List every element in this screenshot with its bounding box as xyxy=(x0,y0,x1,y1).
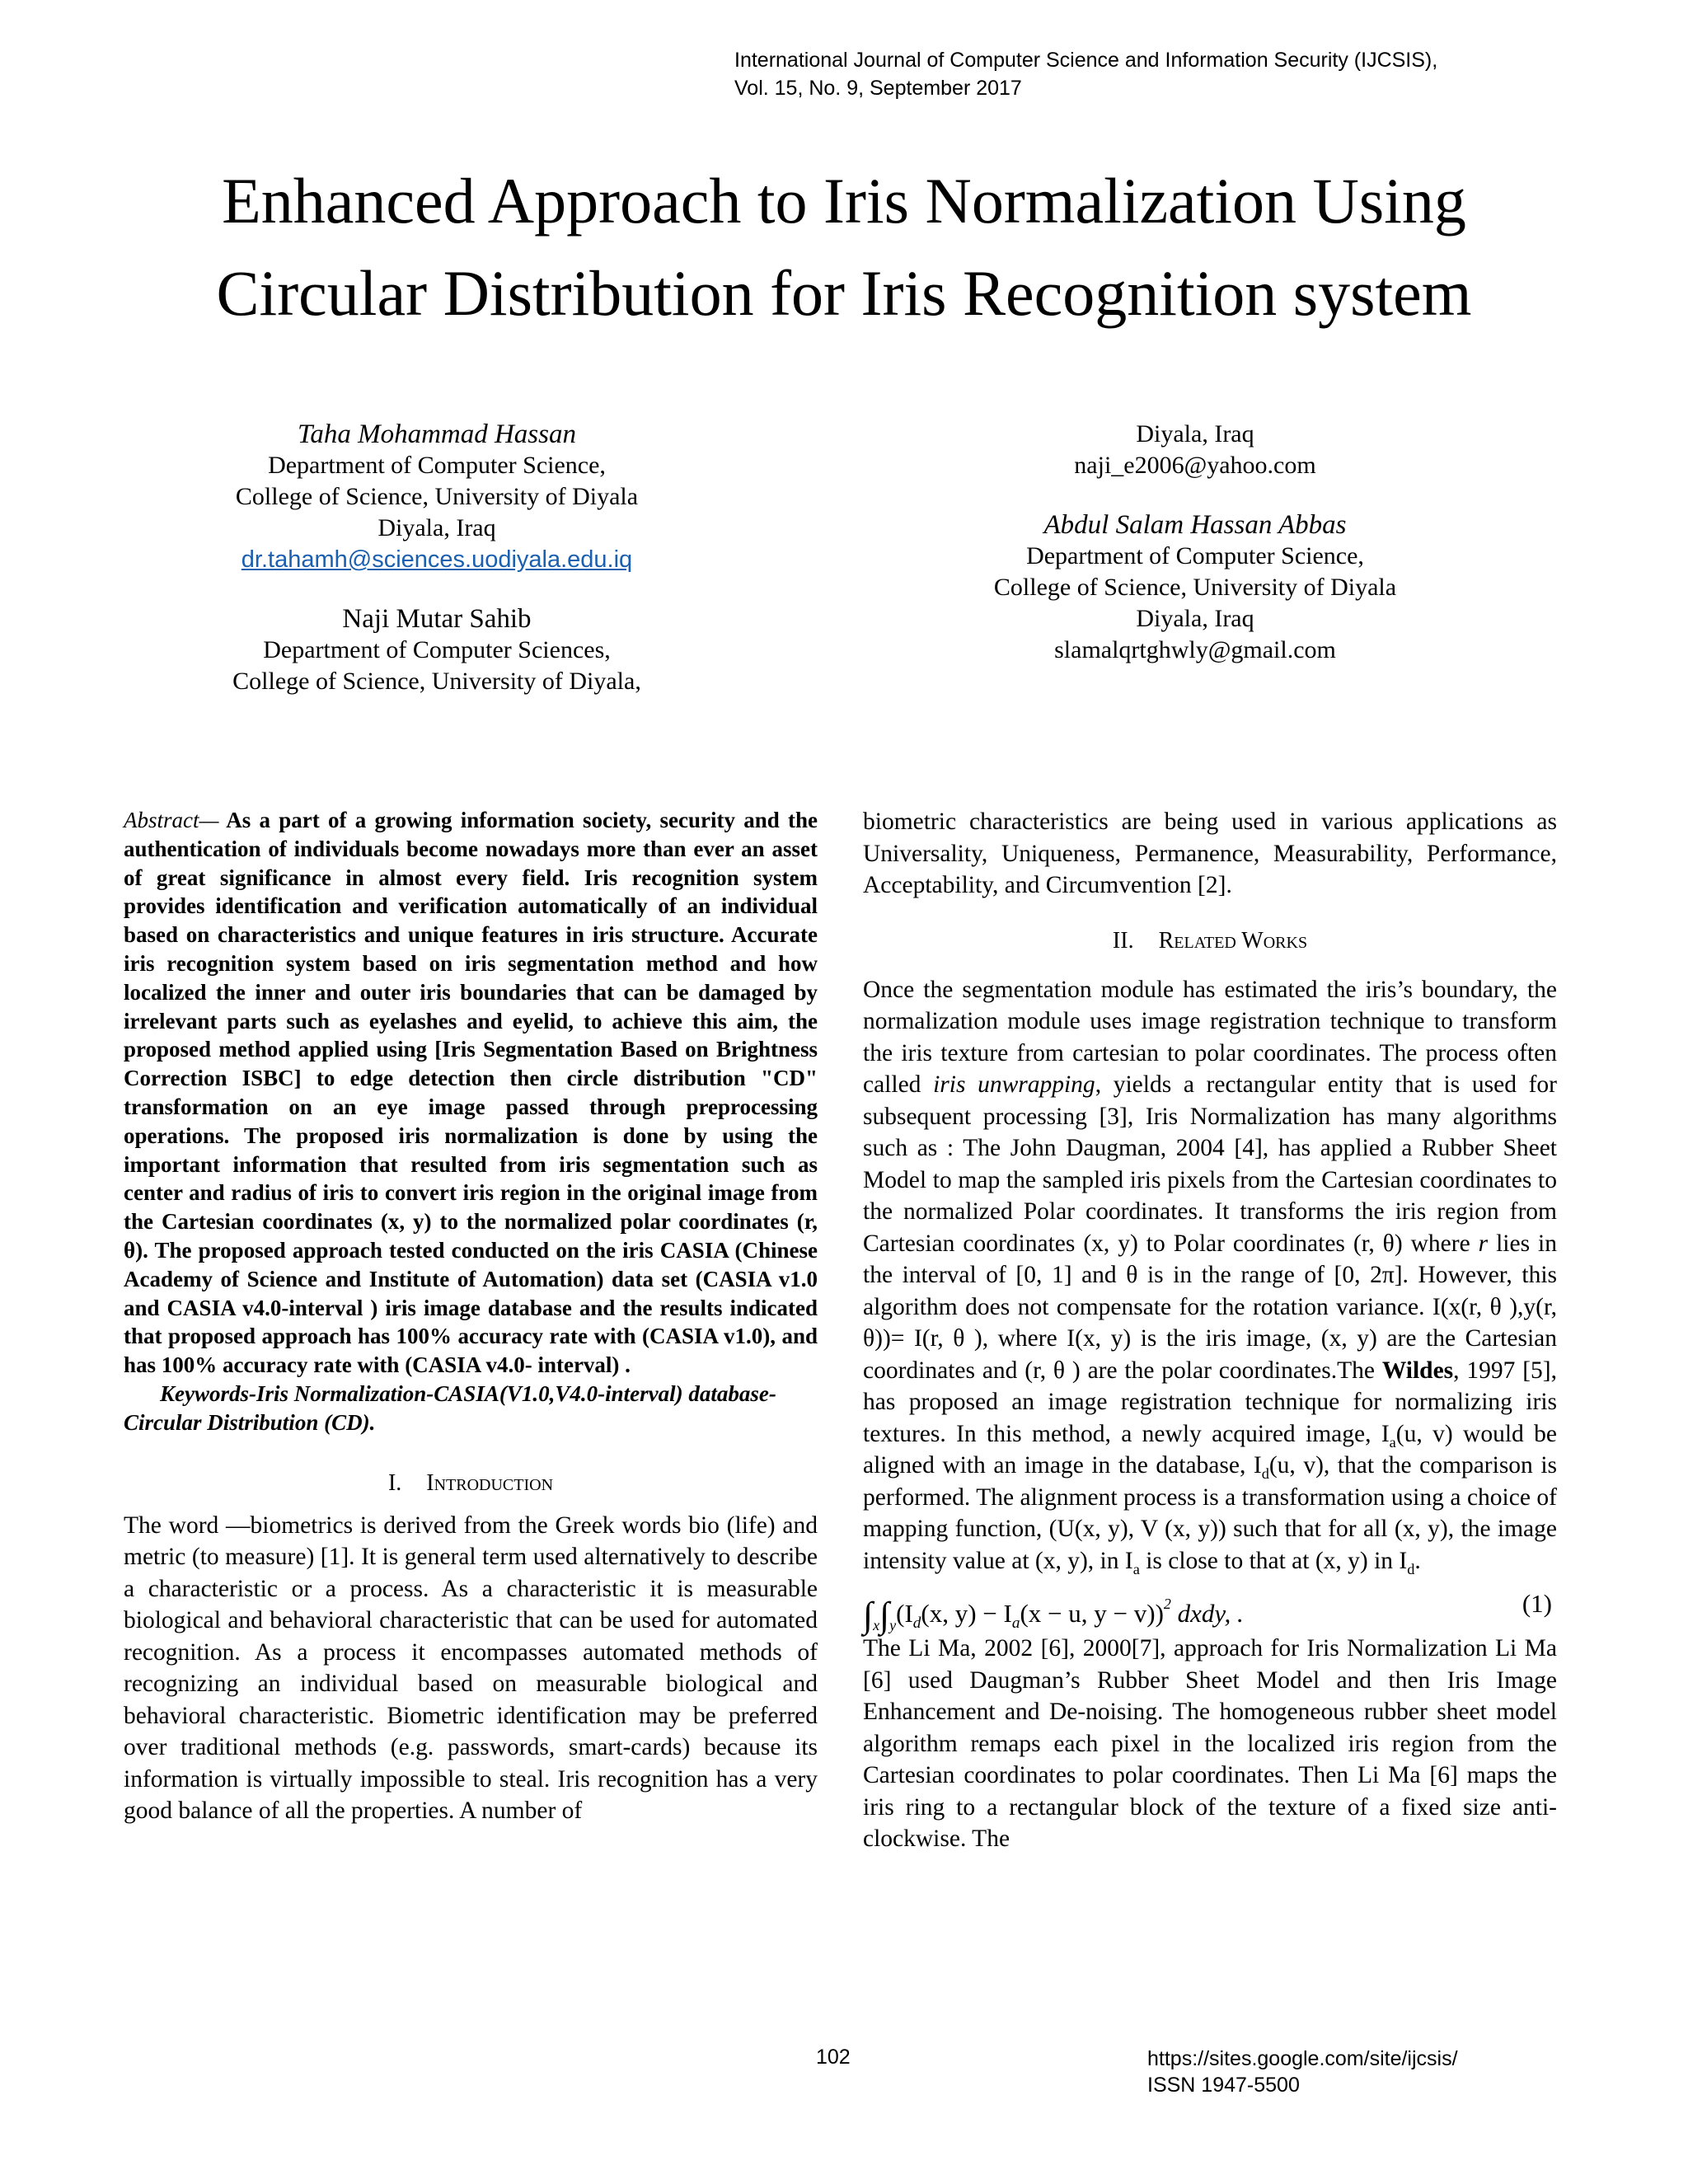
introduction-paragraph: The word ―biometrics is derived from the Greek words bio (life) and metric (to measure) [1]. It is general term used alternatively to describe a characteristic or a process. As a characteristic it is measurable biological and behavioral characteristic that can be used for automated recognition. As a process it encompasses automated methods of recognizing an individual based on measurable biological and behavioral characteristic. Biometric identification may be preferred over traditional methods (e.g. passwords, smart-cards) because its information is virtually impossible to steal. Iris recognition has a very good balance of all the properties. A number of xyxy=(124,1511,818,1825)
journal-name: International Journal of Computer Science and Information Security (IJCSIS), xyxy=(734,49,1438,72)
section-2-title: Related Works xyxy=(1158,927,1308,954)
section-1-title: Introduction xyxy=(426,1469,554,1496)
author-2-college: College of Science, University of Diyala, xyxy=(232,668,641,695)
author-1-city: Diyala, Iraq xyxy=(377,514,496,541)
author-1-name: Taha Mohammad Hassan xyxy=(298,419,576,449)
abstract-label: Abstract— xyxy=(124,808,219,832)
site-url-link[interactable]: https://sites.google.com/site/ijcsis/ xyxy=(1147,2047,1458,2070)
authors-left-block xyxy=(165,419,709,697)
author-1-email-link[interactable]: dr.tahamh@sciences.uodiyala.edu.iq xyxy=(241,546,633,573)
section-1-number: I. xyxy=(387,1469,402,1496)
left-column xyxy=(124,806,818,1827)
author-1-college: College of Science, University of Diyala xyxy=(235,483,639,510)
title-line-2: Circular Distribution for Iris Recognition system xyxy=(216,257,1472,329)
abstract-text: As a part of a growing information society, security and the authentication of individuals become nowadays more than ever an asset of great significance in almost every field. Iris recognition system provides identification and verification automatically of an individual based on characteristics and unique features in iris structure. Accurate iris recognition system based on iris segmentation method and how localized the inner and outer iris boundaries that can be damaged by irrelevant parts such as eyelashes and eyelid, to achieve this aim, the proposed method applied using [Iris Segmentation Based on Brightness Correction ISBC] to edge detection then circle distribution "CD" transformation on an eye image passed through preprocessing operations. The proposed iris normalization is done by using the important information that resulted from iris segmentation such as center and radius of iris to convert iris region in the original image from the Cartesian coordinates (x, y) to the normalized polar coordinates (r, θ). The proposed approach tested conducted on the iris CASIA (Chinese Academy of Science and Institute of Automation) data set (CASIA v1.0 and CASIA v4.0-interval ) iris image database and the results indicated that proposed approach has 100% accuracy rate with (CASIA v1.0), and has 100% accuracy rate with (CASIA v4.0- interval) . xyxy=(124,808,818,1378)
journal-header xyxy=(734,46,1641,102)
equation-1 xyxy=(863,1580,1557,1635)
section-1-heading xyxy=(124,1469,818,1498)
author-1-department: Department of Computer Science, xyxy=(268,452,606,479)
equation-number: (1) xyxy=(1522,1589,1552,1618)
paper-title xyxy=(99,155,1589,340)
page-number: 102 xyxy=(816,2046,851,2069)
author-3-email: slamalqrtghwly@gmail.com xyxy=(1054,636,1336,663)
author-2-email: naji_e2006@yahoo.com xyxy=(1074,452,1316,479)
right-column xyxy=(863,806,1557,1855)
authors-right-block xyxy=(923,419,1467,666)
author-3-college: College of Science, University of Diyala xyxy=(993,574,1397,601)
section-2-number: II. xyxy=(1112,927,1134,954)
author-2-city: Diyala, Iraq xyxy=(1136,420,1254,448)
iris-unwrapping-term: iris unwrapping xyxy=(933,1071,1095,1098)
journal-volume: Vol. 15, No. 9, September 2017 xyxy=(734,77,1022,100)
author-3-name: Abdul Salam Hassan Abbas xyxy=(1043,510,1347,540)
equation-expression: $\int_x\int_y(I_d(x$, $y) - I_a(x - u$, y − v))$^2$ dxdy, . xyxy=(863,1595,1244,1635)
author-2-name: Naji Mutar Sahib xyxy=(342,604,532,634)
abstract xyxy=(124,806,818,1380)
title-line-1: Enhanced Approach to Iris Normalization Using xyxy=(222,165,1466,237)
related-works-paragraph: Once the segmentation module has estimated the iris’s boundary, the normalization module uses image registration technique to transform the iris texture from cartesian to polar coordinates. The process often called iris unwrapping, yields a rectangular entity that is used for subsequent processing [3], Iris Normalization has many algorithms such as : The John Daugman, 2004 [4], has applied a Rubber Sheet Model to map the sampled iris pixels from the Cartesian coordinates to the normalized Polar coordinates. It transforms the iris region from Cartesian coordinates (x, y) to Polar coordinates (r, θ) where r lies in the interval of [0, 1] and θ is in the range of [0, 2π]. However, this algorithm does not compensate for the rotation variance. I(x(r, θ ),y(r, θ))= I(r, θ ), where I(x, y) is the iris image, (x, y) are the Cartesian coordinates and (r, θ ) are the polar coordinates.The Wildes, 1997 [5], has proposed an image registration technique for normalizing iris textures. In this method, a newly acquired image, $I_a(u$, v) would be aligned with an image in the database, $I_d(u$, v), that the comparison is performed. The alignment process is a transformation using a choice of mapping function, (U(x, y), V (x, y)) such that for all (x, y), the image intensity value at (x, y), in $I_a$ is close to that at (x, y) in $I_d$. xyxy=(863,976,1558,1577)
introduction-continued-paragraph: biometric characteristics are being used in various applications as Universality, Uniqueness, Permanence, Measurability, Performance, Acceptability, and Circumvention [2]. xyxy=(863,808,1557,898)
footer-site-info xyxy=(1147,2046,1458,2098)
issn: ISSN 1947-5500 xyxy=(1147,2074,1300,2097)
author-2-department: Department of Computer Sciences, xyxy=(263,636,611,663)
keywords: Keywords-Iris Normalization-CASIA(V1.0,V4.0-interval) database-Circular Distribution (CD). xyxy=(124,1380,776,1435)
author-3-city: Diyala, Iraq xyxy=(1136,605,1254,632)
author-3-department: Department of Computer Science, xyxy=(1026,542,1364,569)
section-2-heading xyxy=(863,926,1557,956)
li-ma-paragraph: The Li Ma, 2002 [6], 2000[7], approach for Iris Normalization Li Ma [6] used Daugman’s Rubber Sheet Model and then Iris Image Enhancement and De-noising. The homogeneous rubber sheet model algorithm remaps each pixel in the localized iris region from the Cartesian coordinates to polar coordinates. Then Li Ma [6] maps the iris ring to a rectangular block of the texture of a fixed size anti-clockwise. The xyxy=(863,1635,1557,1852)
wildes-name: Wildes xyxy=(1381,1357,1454,1384)
